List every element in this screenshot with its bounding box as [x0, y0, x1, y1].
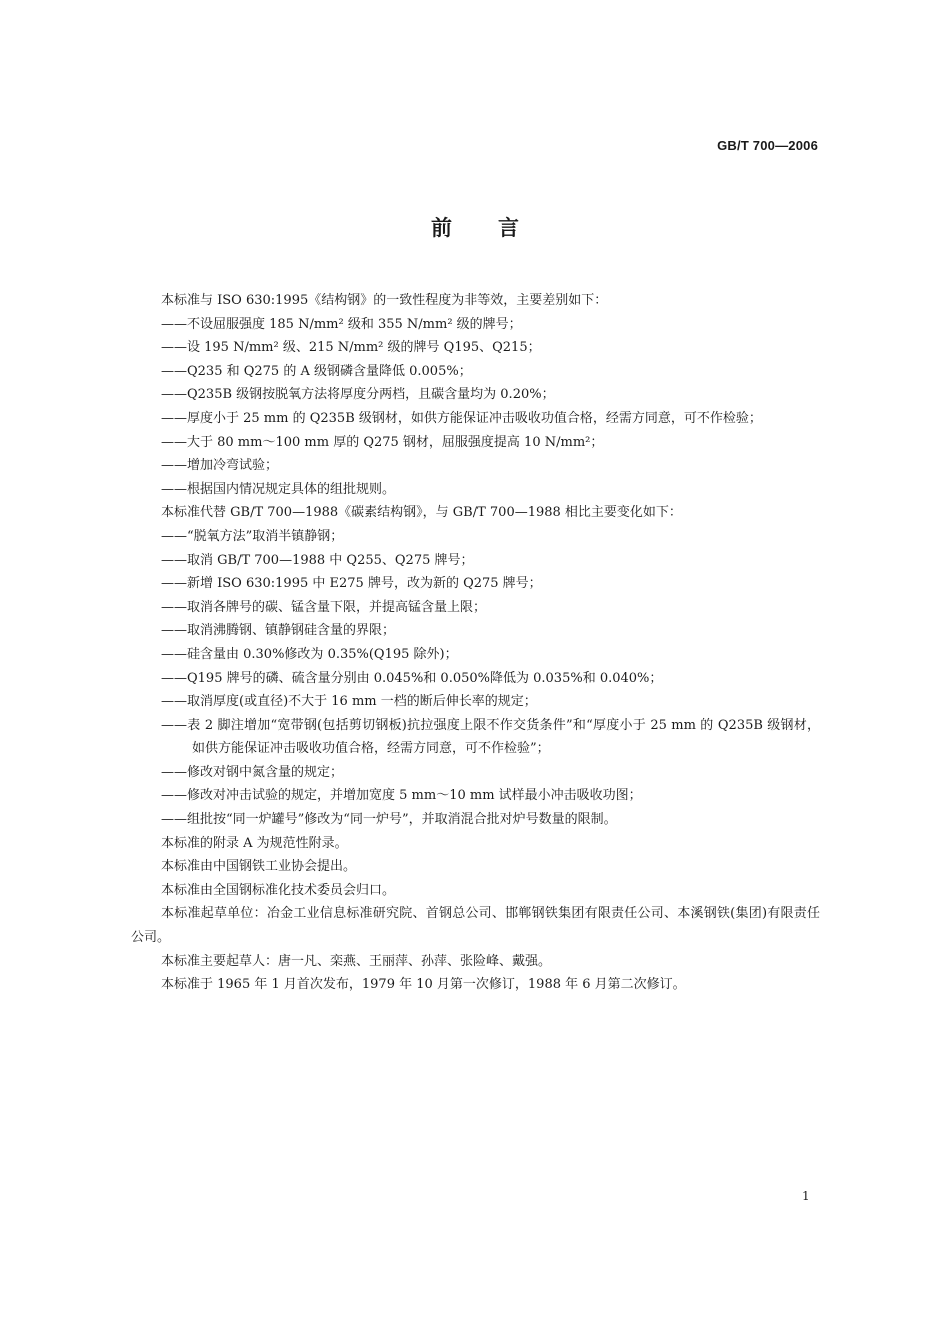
list-item: ——厚度小于 25 mm 的 Q235B 级钢材，如供方能保证冲击吸收功值合格，经需方同意，可不作检验； [161, 410, 762, 426]
history-statement: 本标准于 1965 年 1 月首次发布，1979 年 10 月第一次修订，1988 年 6 月第二次修订。 [161, 977, 686, 993]
list-item: ——取消厚度(或直径)不大于 16 mm 一档的断后伸长率的规定； [161, 694, 537, 710]
drafting-units-statement: 本标准起草单位：冶金工业信息标准研究院、首钢总公司、邯郸钢铁集团有限责任公司、本溪钢铁(集团)有限责任公司。 [131, 906, 820, 946]
list-item: ——“脱氧方法”取消半镇静钢； [161, 528, 344, 544]
list-item: ——取消各牌号的碳、锰含量下限，并提高锰含量上限； [161, 599, 487, 615]
list-item: ——根据国内情况规定具体的组批规则。 [161, 481, 396, 497]
list-item: ——取消沸腾钢、镇静钢硅含量的界限； [161, 623, 396, 639]
drafters-statement: 本标准主要起草人：唐一凡、栾燕、王丽萍、孙萍、张险峰、戴强。 [161, 953, 552, 969]
foreword-body [131, 289, 820, 997]
list-item: ——硅含量由 0.30%修改为 0.35%(Q195 除外)； [161, 646, 458, 662]
proposer-statement: 本标准由中国钢铁工业协会提出。 [161, 859, 357, 875]
list-item: ——设 195 N/mm² 级、215 N/mm² 级的牌号 Q195、Q215； [161, 340, 541, 356]
list-item: ——Q235B 级钢按脱氧方法将厚度分两档，且碳含量均为 0.20%； [161, 387, 555, 403]
list-item: ——表 2 脚注增加“宽带钢(包括剪切钢板)抗拉强度上限不作交货条件”和“厚度小于 25 mm 的 Q235B 级钢材，如供方能保证冲击吸收功值合格，经需方同意，可不作检验”； [161, 717, 820, 757]
standard-number: GB/T 700—2006 [717, 138, 818, 153]
list-item: ——组批按“同一炉罐号”修改为“同一炉号”，并取消混合批对炉号数量的限制。 [161, 812, 617, 828]
list-item: ——修改对钢中氮含量的规定； [161, 764, 344, 780]
list-item: ——修改对冲击试验的规定，并增加宽度 5 mm～10 mm 试样最小冲击吸收功图； [161, 788, 642, 804]
page-title: 前言 [431, 216, 565, 240]
annex-statement: 本标准的附录 A 为规范性附录。 [161, 835, 348, 851]
list-item: ——增加冷弯试验； [161, 458, 279, 474]
list-item: ——取消 GB/T 700—1988 中 Q255、Q275 牌号； [161, 552, 474, 568]
list-item: ——Q195 牌号的磷、硫含量分别由 0.045%和 0.050%降低为 0.035%和 0.040%； [161, 670, 663, 686]
committee-statement: 本标准由全国钢标准化技术委员会归口。 [161, 882, 396, 898]
list-item: ——大于 80 mm～100 mm 厚的 Q275 钢材，屈服强度提高 10 N/mm²； [161, 434, 604, 450]
section2-intro: 本标准代替 GB/T 700—1988《碳素结构钢》，与 GB/T 700—1988 相比主要变化如下： [161, 505, 682, 521]
page-number: 1 [802, 1189, 810, 1203]
list-item: ——不设屈服强度 185 N/mm² 级和 355 N/mm² 级的牌号； [161, 316, 522, 332]
section1-intro: 本标准与 ISO 630:1995《结构钢》的一致性程度为非等效，主要差别如下： [161, 293, 608, 308]
list-item: ——新增 ISO 630:1995 中 E275 牌号，改为新的 Q275 牌号； [161, 576, 542, 592]
list-item: ——Q235 和 Q275 的 A 级钢磷含量降低 0.005%； [161, 363, 472, 379]
